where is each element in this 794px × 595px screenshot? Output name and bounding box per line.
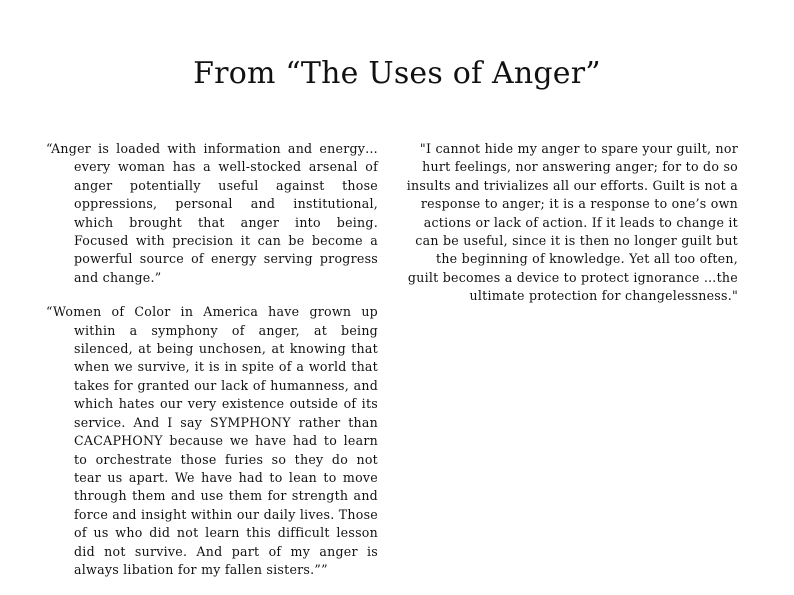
slide-title: From “The Uses of Anger”	[193, 56, 601, 91]
right-column	[406, 140, 738, 306]
quote-symphony-of-anger: “Women of Color in America have grown up within a symphony of anger, at being silenced, at being unchosen, at knowing that when we survive, it is in spite of a world that takes for granted our lack of humanness, and which hates our very existence outside of its service. And I say SYMPHONY rather than CACAPHONY because we have had to learn to orchestrate those furies so they do not tear us apart. We have had to lean to move through them and use them for strength and force and insight within our daily lives. Those of us who did not learn this difficult lesson did not survive. And part of my anger is always libation for my fallen sisters.””	[46, 304, 378, 577]
left-column	[46, 140, 378, 595]
quote-guilt-response: "I cannot hide my anger to spare your guilt, nor hurt feelings, nor answering anger; for to do so insults and trivializes all our efforts. Guilt is not a response to anger; it is a response to one’s own actions or lack of action. If it leads to change it can be useful, since it is then no longer guilt but the beginning of knowledge. Yet all too often, guilt becomes a device to protect ignorance …the ultimate protection for changelessness."	[406, 141, 738, 304]
quote-anger-information: “Anger is loaded with information and energy…every woman has a well-stocked arsenal of anger potentially useful against those oppressions, personal and institutional, which brought that anger into being. Focused with precision it can be become a powerful source of energy serving progress and change.”	[46, 141, 378, 285]
